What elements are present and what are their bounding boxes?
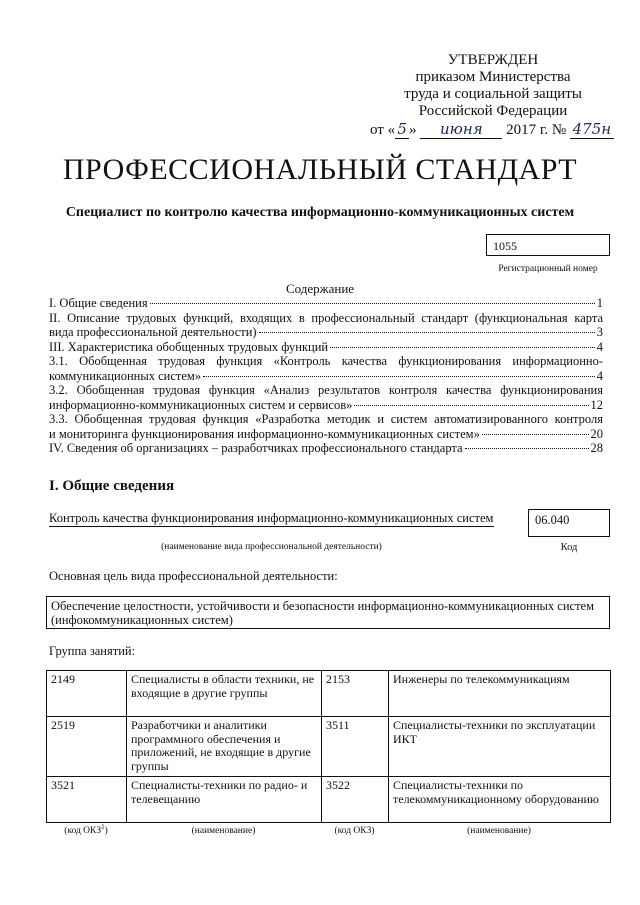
- toc-leader: [482, 434, 589, 435]
- occupation-group-label: Группа занятий:: [49, 644, 136, 658]
- occupation-table: [46, 670, 611, 823]
- goal-box: Обеспечение целостности, устойчивости и безопасности информационно-коммуникационных систем (инфокоммуникационных систем): [46, 596, 610, 629]
- toc-item-text: и мониторинга функционирования информационно-коммуникационных систем»: [49, 426, 480, 441]
- toc-item-page: 4: [596, 368, 603, 383]
- approval-date: [370, 120, 614, 139]
- occupation-name-cell: Специалисты-техники по эксплуатации ИКТ: [389, 717, 611, 777]
- toc-item-text: I. Общие сведения: [49, 296, 148, 310]
- activity-code-box: 06.040: [528, 509, 610, 537]
- toc-item[interactable]: [49, 296, 603, 311]
- occupation-name-cell: Специалисты-техники по телекоммуникационному оборудованию: [389, 777, 611, 823]
- okz-code-cell: 3521: [47, 777, 127, 823]
- toc-item-page: 12: [590, 397, 603, 412]
- okz-code-cell: 2153: [322, 671, 389, 717]
- toc-item[interactable]: [49, 398, 603, 413]
- approval-year: 2017 г. №: [506, 122, 567, 138]
- toc-item-first-line[interactable]: 3.1. Обобщенная трудовая функция «Контроль качества функционирования информационно-: [49, 354, 603, 368]
- toc-item-page: 20: [590, 426, 603, 441]
- toc-item-text: вида профессиональной деятельности): [49, 325, 257, 339]
- approval-month: июня: [420, 120, 502, 139]
- occupation-name-caption: (наименование): [191, 826, 256, 836]
- toc-item-first-line[interactable]: 3.3. Обобщенная трудовая функция «Разработка методик и систем автоматизированного контроля: [49, 412, 603, 426]
- goal-label: Основная цель вида профессиональной деятельности:: [49, 569, 338, 583]
- table-row: [47, 717, 611, 777]
- occupation-name-cell: Разработчики и аналитики программного обеспечения и приложений, не входящие в другие группы: [127, 717, 322, 777]
- toc-leader: [150, 303, 595, 304]
- toc-item-page: 28: [590, 441, 603, 455]
- approval-block: [368, 52, 618, 120]
- toc-leader: [330, 347, 595, 348]
- toc-item-first-line[interactable]: 3.2. Обобщенная трудовая функция «Анализ результатов контроля качества функционирования: [49, 383, 603, 397]
- okz-code-cell: 2519: [47, 717, 127, 777]
- approval-number: 475н: [570, 120, 614, 139]
- activity-code-caption: Код: [560, 542, 578, 553]
- toc-item-page: 3: [596, 325, 603, 339]
- toc-item-text: информационно-коммуникационных систем и сервисов»: [49, 397, 353, 412]
- approval-line: УТВЕРЖДЕН: [447, 52, 539, 68]
- approval-line: Российской Федерации: [418, 103, 568, 119]
- approval-day: 5: [395, 120, 409, 139]
- table-of-contents: [49, 296, 603, 456]
- toc-item-page: 1: [596, 296, 603, 310]
- date-mid: »: [409, 122, 417, 138]
- registration-number-box: 1055: [486, 234, 610, 256]
- toc-item[interactable]: [49, 441, 603, 456]
- approval-line: приказом Министерства: [415, 69, 571, 85]
- occupation-name-cell: Специалисты-техники по радио- и телевещанию: [127, 777, 322, 823]
- table-row: [47, 671, 611, 717]
- toc-leader: [259, 332, 595, 333]
- table-row: [47, 777, 611, 823]
- okz-code-cell: 3511: [322, 717, 389, 777]
- document-title: ПРОФЕССИОНАЛЬНЫЙ СТАНДАРТ: [62, 153, 578, 186]
- activity-caption: (наименование вида профессиональной деятельности): [161, 542, 382, 552]
- approval-line: труда и социальной защиты: [404, 86, 582, 102]
- okz-code-caption-2: (код ОКЗ): [334, 826, 375, 836]
- toc-leader: [354, 405, 588, 406]
- footnote-marker[interactable]: 1: [101, 822, 105, 831]
- occupation-name-cell: Специалисты в области техники, не входящие в другие группы: [127, 671, 322, 717]
- okz-code-cell: 2149: [47, 671, 127, 717]
- section-heading: I. Общие сведения: [49, 478, 175, 494]
- toc-title: Содержание: [285, 281, 355, 296]
- toc-item-text: коммуникационных систем»: [49, 368, 202, 383]
- toc-item[interactable]: [49, 427, 603, 442]
- toc-leader: [465, 448, 589, 449]
- okz-code-cell: 3522: [322, 777, 389, 823]
- date-prefix: от «: [370, 122, 396, 138]
- toc-item-text: IV. Сведения об организациях – разработчиках профессионального стандарта: [49, 441, 463, 455]
- toc-item-page: 4: [596, 339, 603, 354]
- registration-number-label: Регистрационный номер: [498, 264, 598, 274]
- toc-item[interactable]: [49, 325, 603, 340]
- toc-item[interactable]: [49, 340, 603, 355]
- toc-item-text: III. Характеристика обобщенных трудовых функций: [49, 339, 329, 354]
- toc-item[interactable]: [49, 369, 603, 384]
- toc-item-first-line[interactable]: II. Описание трудовых функций, входящих в профессиональный стандарт (функциональная карта: [49, 310, 603, 325]
- occupation-name-caption-2: (наименование): [467, 826, 531, 836]
- occupation-name-cell: Инженеры по телекоммуникациям: [389, 671, 611, 717]
- document-subtitle: Специалист по контролю качества информационно-коммуникационных систем: [65, 205, 575, 220]
- activity-name: Контроль качества функционирования информационно-коммуникационных систем: [49, 511, 494, 525]
- okz-code-caption: (код ОКЗ$^1$): [64, 822, 108, 836]
- toc-leader: [203, 376, 595, 377]
